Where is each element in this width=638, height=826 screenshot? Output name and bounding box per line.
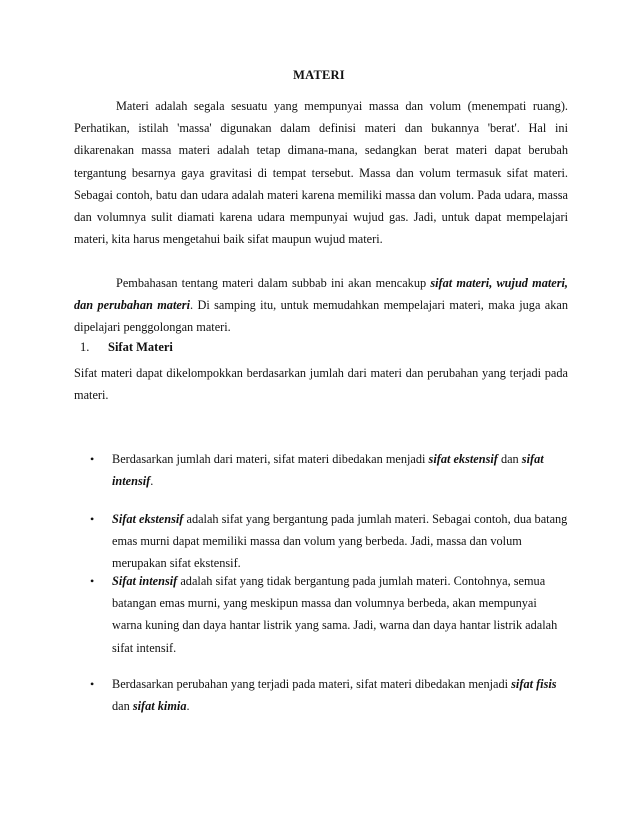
list-item-text: Berdasarkan jumlah dari materi, sifat materi dibedakan menjadi sifat ekstensif dan sifat intensif. [112, 452, 544, 489]
list-item [90, 673, 568, 717]
list-item [90, 508, 568, 575]
scope-emphasis: sifat materi, wujud materi, dan perubahan materi [74, 276, 568, 313]
list-item-text: Berdasarkan perubahan yang terjadi pada materi, sifat materi dibedakan menjadi sifat fisis dan sifat kimia. [112, 677, 557, 714]
scope-paragraph [74, 272, 568, 339]
bullet-icon: • [90, 677, 95, 691]
list-item [90, 448, 568, 492]
list-item-text: Sifat intensif adalah sifat yang tidak bergantung pada jumlah materi. Contohnya, semua batangan emas murni, yang meskipun massa dan volumnya berbeda, akan mempunyai warna kuning dan daya hantar listrik yang sama. Jadi, warna dan daya hantar listrik adalah sifat intensif. [112, 574, 558, 655]
page-title: MATERI [293, 68, 345, 82]
bullet-icon: • [90, 512, 95, 526]
scope-tail: . Di samping itu, untuk memudahkan mempelajari materi, maka juga akan dipelajari penggolongan materi. [74, 298, 568, 335]
intro-paragraph [74, 95, 568, 250]
scope-lead: Pembahasan tentang materi dalam subbab ini akan mencakup [116, 276, 431, 290]
section-number: 1. [80, 340, 90, 354]
bullet-icon: • [90, 452, 95, 466]
bullet-icon: • [90, 574, 95, 588]
section-intro [74, 362, 568, 406]
section-heading [80, 340, 173, 355]
section-title: Sifat Materi [108, 340, 173, 354]
section-intro-text: Sifat materi dapat dikelompokkan berdasarkan jumlah dari materi dan perubahan yang terjadi pada materi. [74, 366, 568, 403]
list-item-text: Sifat ekstensif adalah sifat yang bergantung pada jumlah materi. Sebagai contoh, dua batang emas murni dapat memiliki massa dan volum yang berbeda. Jadi, massa dan volum merupakan sifat ekstensif. [112, 512, 568, 571]
list-item [90, 570, 568, 659]
intro-text: Materi adalah segala sesuatu yang mempunyai massa dan volum (menempati ruang). Perhatikan, istilah 'massa' digunakan dalam definisi materi dan bukannya 'berat'. Hal ini dikarenakan massa materi adalah tetap dimana-mana, sedangkan berat materi dapat berubah tergantung besarnya gaya gravitasi di tempat tersebut. Massa dan volum termasuk sifat materi. Sebagai contoh, batu dan udara adalah materi karena memiliki massa dan volum. Pada udara, massa dan volumnya sulit diamati karena udara mempunyai wujud gas. Jadi, untuk dapat mempelajari materi, kita harus mengetahui baik sifat maupun wujud materi. [74, 99, 568, 247]
